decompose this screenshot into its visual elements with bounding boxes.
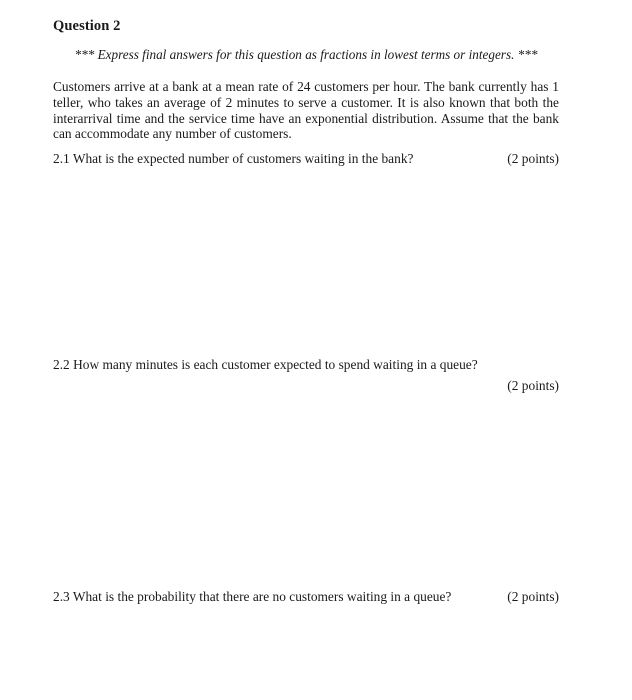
points-label: (2 points) xyxy=(507,378,559,393)
instruction-note: *** Express final answers for this question as fractions in lowest terms or integers. *** xyxy=(74,47,538,62)
sub-question-2-3 xyxy=(53,589,559,605)
sub-question-text: 2.1 What is the expected number of customers waiting in the bank? xyxy=(53,151,414,166)
question-title: Question 2 xyxy=(53,18,121,34)
points-label: (2 points) xyxy=(507,151,559,166)
points-label: (2 points) xyxy=(507,589,559,604)
sub-question-2-2 xyxy=(53,357,559,394)
sub-question-text: 2.2 How many minutes is each customer expected to spend waiting in a queue? xyxy=(53,357,478,372)
sub-question-text: 2.3 What is the probability that there are no customers waiting in a queue? xyxy=(53,589,452,604)
sub-question-2-1 xyxy=(53,151,559,167)
problem-statement: Customers arrive at a bank at a mean rate of 24 customers per hour. The bank currently has 1 teller, who takes an average of 2 minutes to serve a customer. It is also known that both the interarrival time and the service time have an exponential distribution. Assume that the bank can accommodate any number of customers. xyxy=(53,79,559,142)
